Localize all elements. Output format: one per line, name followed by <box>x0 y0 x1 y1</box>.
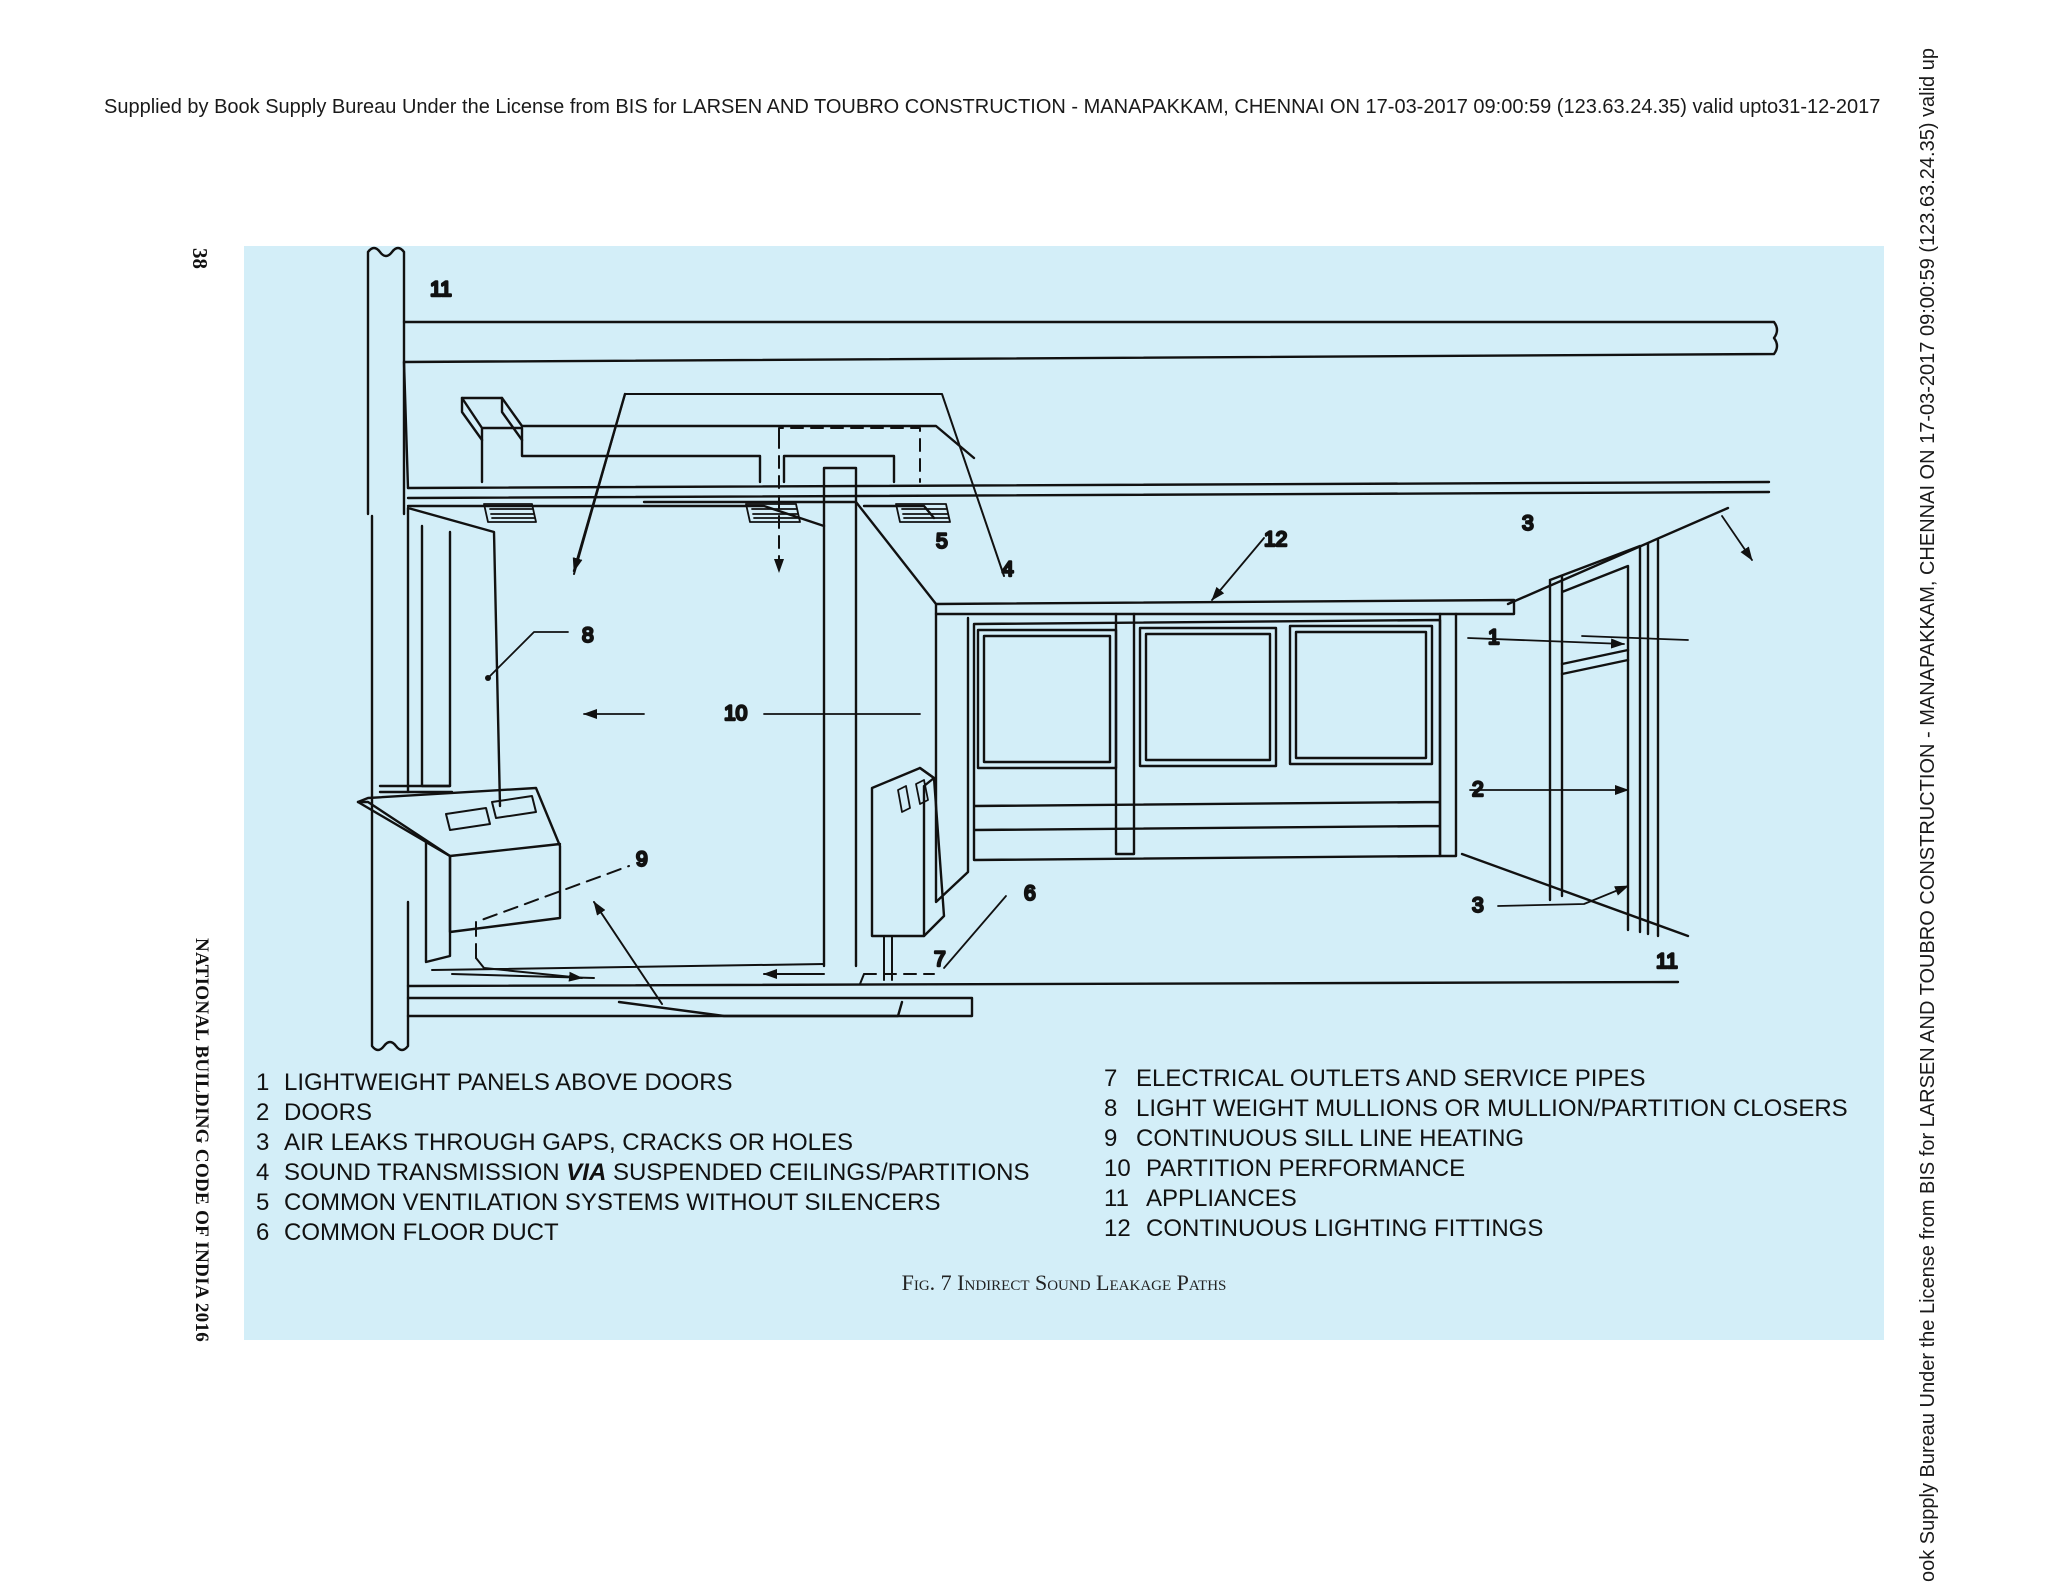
callout-9: 9 <box>636 848 648 871</box>
legend-right <box>1104 1064 1848 1244</box>
figure-label: Fig. 7 <box>901 1270 952 1295</box>
legend-left <box>256 1068 1029 1248</box>
callout-3-top: 3 <box>1522 512 1534 535</box>
door-frame <box>1462 508 1728 936</box>
callout-11-top: 11 <box>430 278 452 301</box>
callout-8: 8 <box>582 624 594 647</box>
callout-6: 6 <box>1024 882 1036 905</box>
ceiling-duct <box>462 398 974 482</box>
figure-caption <box>244 1270 1884 1296</box>
callout-2: 2 <box>1472 778 1484 801</box>
sill-heating-path <box>476 866 629 978</box>
callout-12: 12 <box>1264 528 1288 551</box>
building-diagram <box>244 246 1884 1066</box>
legend-item: 3 AIR LEAKS THROUGH GAPS, CRACKS OR HOLES <box>256 1129 854 1156</box>
legend-item: 6 COMMON FLOOR DUCT <box>256 1219 559 1246</box>
central-partition <box>644 468 936 966</box>
callout-10: 10 <box>724 702 748 725</box>
legend-item: 1 LIGHTWEIGHT PANELS ABOVE DOORS <box>256 1069 733 1096</box>
page-number: 38 <box>188 248 212 269</box>
suspended-ceiling <box>408 482 1769 526</box>
legend-item: 2 DOORS <box>256 1099 373 1126</box>
figure-title: Indirect Sound Leakage Paths <box>957 1270 1227 1295</box>
leader-8 <box>488 632 568 678</box>
running-head: NATIONAL BUILDING CODE OF INDIA 2016 <box>191 938 212 1343</box>
legend-item: 9 CONTINUOUS SILL LINE HEATING <box>1104 1125 1525 1152</box>
legend-item: 12 CONTINUOUS LIGHTING FITTINGS <box>1104 1215 1544 1242</box>
legend-item: 7 ELECTRICAL OUTLETS AND SERVICE PIPES <box>1104 1065 1646 1092</box>
left-heater <box>358 788 560 962</box>
right-room <box>936 600 1514 902</box>
legend-item: 11 APPLIANCES <box>1104 1185 1297 1212</box>
callout-1: 1 <box>1488 626 1500 649</box>
legend-item: 10 PARTITION PERFORMANCE <box>1104 1155 1466 1182</box>
ceiling-beam <box>404 322 1777 488</box>
figure-panel <box>244 246 1884 1340</box>
floor <box>408 964 1678 1016</box>
legend-item: 8 LIGHT WEIGHT MULLIONS OR MULLION/PARTITION CLOSERS <box>1104 1095 1848 1122</box>
callout-5: 5 <box>936 530 948 553</box>
callout-leaders <box>584 516 1752 968</box>
legend-item: 4 SOUND TRANSMISSION VIA SUSPENDED CEILINGS/PARTITIONS <box>256 1159 1030 1186</box>
supply-notice-side: ook Supply Bureau Under the License from BIS for LARSEN AND TOUBRO CONSTRUCTION - MANAPAKKAM, CHENNAI ON 17-03-2017 09:00:59 (123.63.24.35) valid up <box>1917 48 1939 1582</box>
supply-notice-top: Supplied by Book Supply Bureau Under the License from BIS for LARSEN AND TOUBRO CONSTRUCTION - MANAPAKKAM, CHENNAI ON 17-03-2017 09:00:59 (123.63.24.35) valid upto31-12-2017 <box>104 96 1881 118</box>
callout-7: 7 <box>934 948 946 971</box>
left-wall <box>380 508 500 806</box>
callout-11-bottom: 11 <box>1656 950 1678 973</box>
callout-4: 4 <box>1002 558 1014 581</box>
left-column <box>368 248 408 1050</box>
callout-3-bottom: 3 <box>1472 894 1484 917</box>
legend-item: 5 COMMON VENTILATION SYSTEMS WITHOUT SILENCERS <box>256 1189 941 1216</box>
